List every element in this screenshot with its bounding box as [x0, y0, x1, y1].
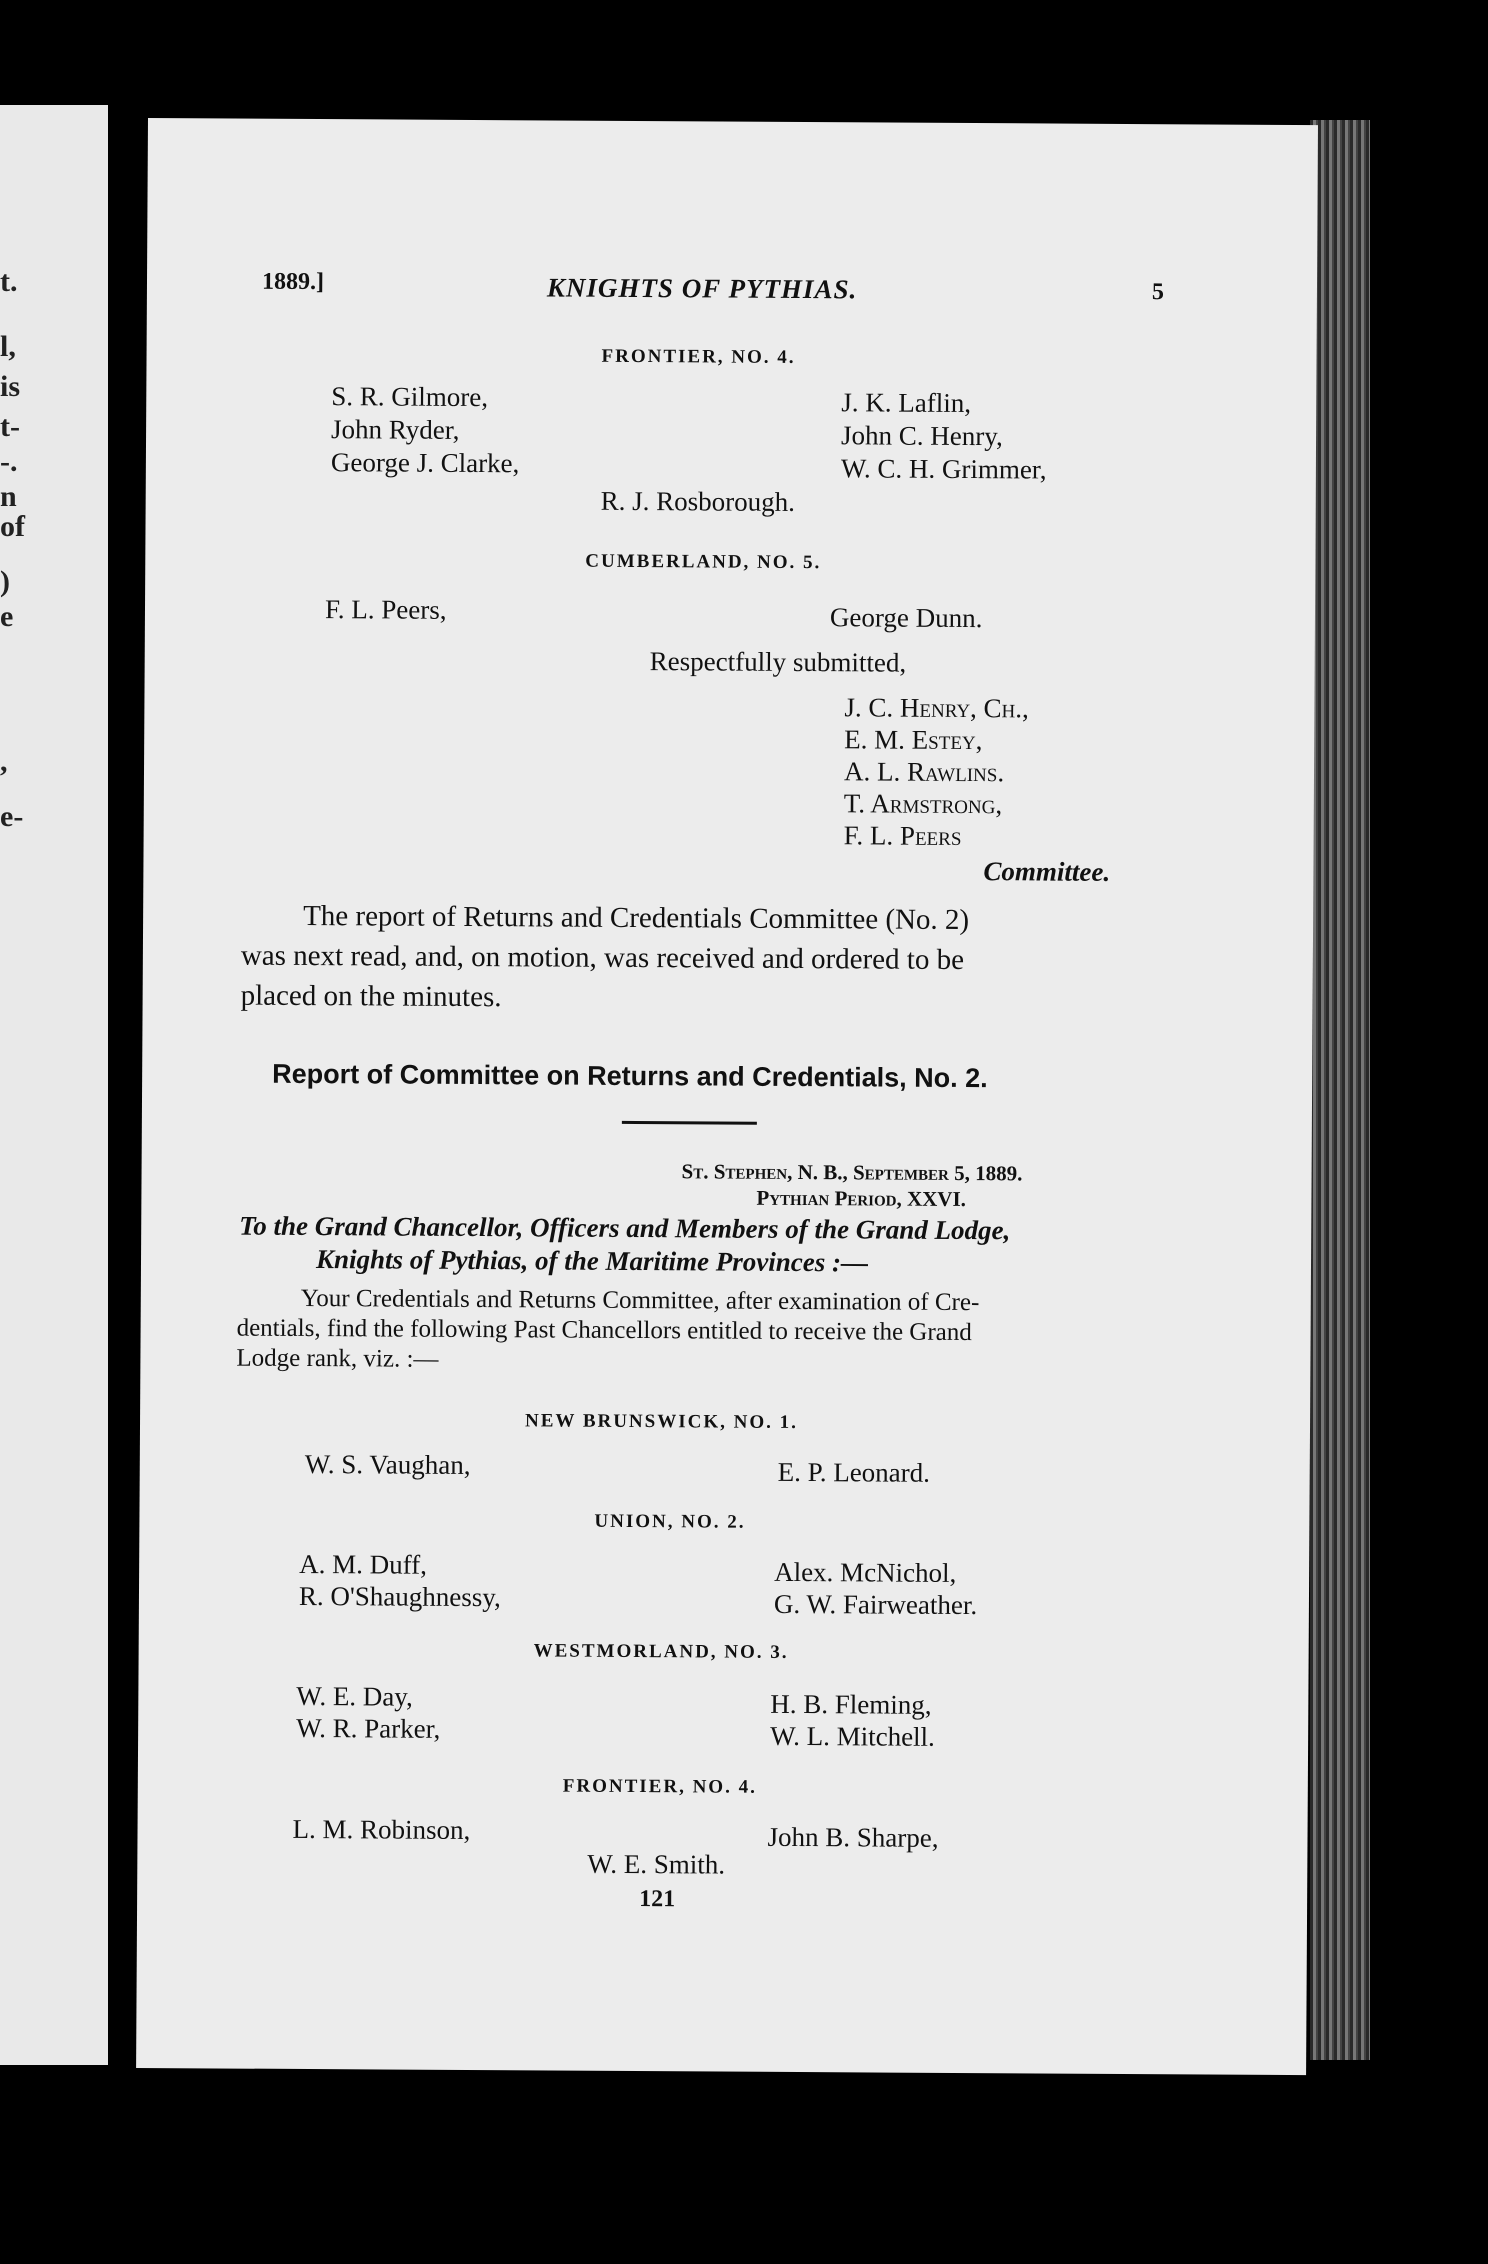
lodge-title: CUMBERLAND, NO. 5. [585, 550, 822, 574]
header-year: 1889.] [261, 268, 325, 296]
pythian-period: Pythian Period, XXVI. [756, 1185, 967, 1212]
paragraph-line: The report of Returns and Credentials Committee (No. 2) [303, 899, 970, 937]
report-heading: Report of Committee on Returns and Credentials, No. 2. [272, 1058, 988, 1094]
lodge-title: FRONTIER, NO. 4. [601, 345, 796, 368]
member-name: George Dunn. [829, 602, 983, 634]
address-line: To the Grand Chancellor, Officers and Members of the Grand Lodge, [239, 1210, 1011, 1246]
respectfully-submitted: Respectfully submitted, [649, 646, 907, 678]
report-body-line: dentials, find the following Past Chancellors entitled to receive the Grand [236, 1314, 972, 1347]
member-name: W. S. Vaughan, [304, 1448, 471, 1480]
page-edges [1310, 120, 1370, 2060]
signatory: E. M. Estey, [844, 724, 983, 756]
member-name: F. L. Peers, [324, 594, 447, 625]
member-name: George J. Clarke, [330, 447, 520, 479]
member-name: A. M. Duff, [299, 1548, 428, 1580]
report-body-line: Your Credentials and Returns Committee, after examination of Cre- [300, 1284, 980, 1317]
member-name: E. P. Leonard. [777, 1456, 931, 1488]
left-page-fragment: e- [0, 800, 24, 833]
signatory: F. L. Peers [843, 820, 962, 851]
signatory: T. Armstrong, [843, 788, 1003, 820]
committee-label: Committee. [983, 856, 1111, 887]
lodge-title: UNION, NO. 2. [594, 1510, 746, 1533]
report-body-line: Lodge rank, viz. :— [236, 1344, 439, 1373]
running-title: KNIGHTS OF PYTHIAS. [546, 272, 858, 305]
dateline: St. Stephen, N. B., September 5, 1889. [681, 1159, 1023, 1186]
member-name: Alex. McNichol, [774, 1556, 957, 1588]
member-name: G. W. Fairweather. [773, 1588, 978, 1621]
footer-number: 121 [639, 1886, 676, 1913]
member-name: S. R. Gilmore, [331, 381, 489, 413]
signatory: J. C. Henry, Ch., [844, 692, 1029, 724]
paragraph-line: was next read, and, on motion, was received and ordered to be [240, 939, 965, 977]
member-name: H. B. Fleming, [770, 1688, 932, 1720]
left-facing-page [0, 105, 108, 2065]
left-page-fragment: e [0, 600, 14, 633]
paragraph-line: placed on the minutes. [240, 979, 502, 1014]
member-name: John Ryder, [331, 414, 460, 445]
left-page-fragment: -. [0, 445, 18, 478]
left-page-fragment: t. [0, 265, 18, 298]
member-name: W. R. Parker, [296, 1712, 441, 1744]
member-name: W. E. Smith. [587, 1848, 726, 1880]
left-page-fragment: ) [0, 565, 10, 598]
lodge-title: WESTMORLAND, NO. 3. [533, 1640, 789, 1663]
left-page-fragment: of [0, 510, 25, 543]
member-name: W. C. H. Grimmer, [840, 453, 1047, 485]
left-page-fragment: t- [0, 410, 20, 443]
member-name: W. L. Mitchell. [770, 1720, 935, 1752]
member-name: R. J. Rosborough. [600, 485, 796, 517]
address-line: Knights of Pythias, of the Maritime Provinces :— [315, 1244, 869, 1278]
lodge-title: NEW BRUNSWICK, NO. 1. [524, 1410, 798, 1433]
member-name: R. O'Shaughnessy, [298, 1580, 501, 1613]
left-page-fragment: , [0, 745, 8, 778]
left-page-fragment: is [0, 370, 21, 403]
left-page-fragment: n [0, 480, 17, 513]
member-name: John C. Henry, [840, 420, 1003, 452]
member-name: John B. Sharpe, [767, 1821, 939, 1853]
document-page [136, 118, 1318, 2075]
member-name: L. M. Robinson, [292, 1813, 471, 1846]
member-name: W. E. Day, [296, 1680, 413, 1712]
left-page-fragment: l, [0, 330, 16, 363]
lodge-title: FRONTIER, NO. 4. [562, 1775, 757, 1798]
page-number: 5 [1151, 279, 1165, 306]
signatory: A. L. Rawlins. [843, 756, 1005, 788]
heading-rule [622, 1121, 757, 1125]
member-name: J. K. Laflin, [841, 387, 972, 419]
